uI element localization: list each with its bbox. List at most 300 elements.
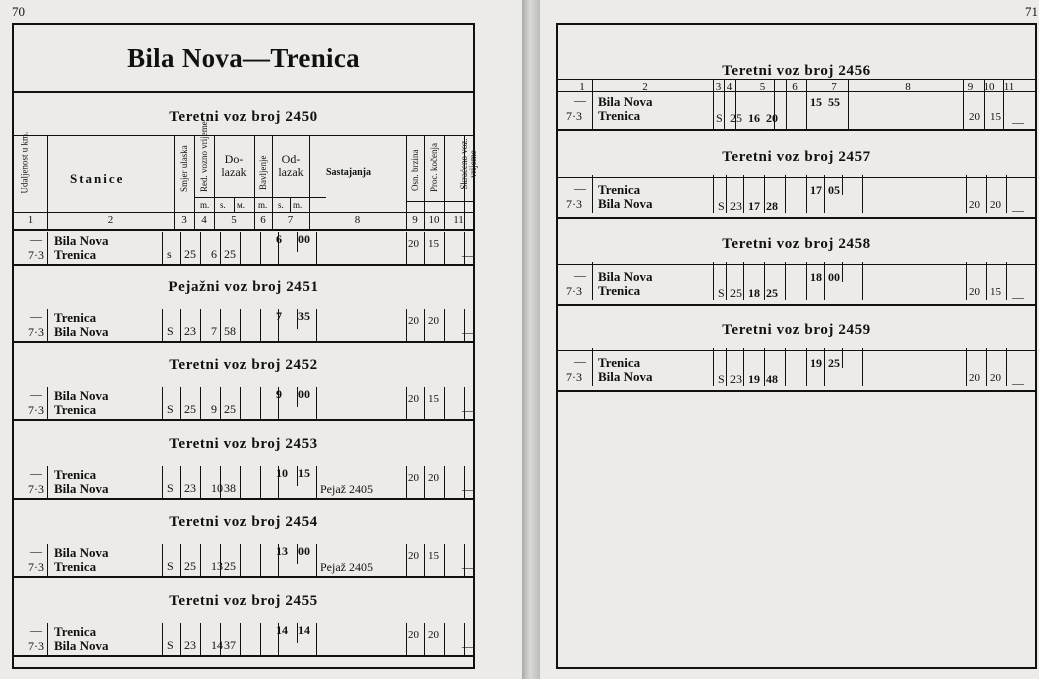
meetings-label: Sastajanja	[326, 167, 372, 178]
sub-label: m.	[293, 200, 303, 210]
column-line	[963, 79, 964, 129]
train-heading: Teretni voz broj 2450	[169, 109, 318, 125]
departure-minute: 00	[298, 544, 310, 558]
train-block	[14, 514, 474, 584]
column-line	[162, 309, 163, 341]
page-number: 70	[12, 4, 25, 19]
column-line	[200, 623, 201, 655]
speed: 20	[408, 315, 419, 327]
departure-hour: 9	[276, 387, 282, 401]
speed: 20	[408, 238, 419, 250]
column-line	[726, 262, 727, 300]
shortened: —	[462, 560, 474, 574]
column-line	[47, 544, 48, 576]
column-line	[316, 232, 317, 264]
direction: S	[167, 559, 174, 573]
km-value: 7·3	[28, 560, 44, 574]
departure-minute: 14	[298, 623, 310, 637]
to-station: Bila Nova	[598, 369, 653, 384]
page-number: 71	[1025, 4, 1038, 19]
km-dash: —	[30, 544, 42, 558]
column-line	[47, 232, 48, 264]
column-line	[785, 348, 786, 386]
column-line	[806, 348, 807, 386]
column-number: 6	[792, 81, 798, 93]
sub-label: м.	[237, 200, 245, 210]
schedule-time: 23	[730, 372, 742, 386]
speed: 20	[969, 286, 980, 298]
column-line	[162, 623, 163, 655]
column-line	[764, 175, 765, 213]
column-line	[726, 175, 727, 213]
train-bottom-rule	[14, 341, 473, 343]
column-line	[220, 309, 221, 341]
column-line	[724, 79, 725, 129]
train-bottom-rule	[14, 498, 473, 500]
departure-hour: 13	[276, 544, 288, 558]
km-value: 7·3	[28, 403, 44, 417]
train-bottom-rule	[558, 390, 1035, 392]
arrival-minute: 25	[224, 402, 236, 416]
column-line	[1006, 175, 1007, 213]
column-line	[406, 309, 407, 341]
arrival-hour: 14	[211, 638, 223, 652]
departure-minute: 00	[298, 387, 310, 401]
to-station: Trenica	[54, 247, 97, 262]
shortened: —	[462, 639, 474, 653]
column-line	[862, 175, 863, 213]
train-bottom-rule	[558, 129, 1035, 131]
speed: 20	[408, 629, 419, 641]
column-line	[47, 623, 48, 655]
column-line	[316, 544, 317, 576]
to-station: Trenica	[54, 559, 97, 574]
column-line	[1006, 262, 1007, 300]
column-line	[424, 232, 425, 264]
train-block	[558, 149, 1035, 225]
column-line	[424, 309, 425, 341]
direction-label: Smjer ulaska	[179, 145, 189, 192]
column-number: 9	[412, 214, 418, 226]
column-line	[786, 79, 787, 129]
column-line	[806, 262, 807, 300]
column-line	[424, 544, 425, 576]
row-top-rule	[558, 177, 1035, 178]
braking: 15	[990, 286, 1001, 298]
column-number: 8	[905, 81, 911, 93]
departure-minute: 25	[828, 356, 840, 370]
column-line	[743, 262, 744, 300]
column-line	[406, 232, 407, 264]
braking: 20	[428, 472, 439, 484]
row-top-rule	[558, 350, 1035, 351]
arrival-label: Do-lazak	[221, 152, 247, 179]
train-heading: Teretni voz broj 2455	[169, 593, 318, 609]
braking: 20	[990, 199, 1001, 211]
column-line	[444, 387, 445, 419]
column-line	[592, 348, 593, 386]
train-bottom-rule	[14, 264, 473, 266]
column-line	[220, 232, 221, 264]
column-number: 2	[107, 214, 114, 226]
column-line	[200, 232, 201, 264]
shortened: —	[462, 325, 474, 339]
arrival-minute: 28	[766, 199, 778, 213]
arrival-hour: 16	[748, 111, 760, 125]
arrival-minute: 37	[224, 638, 236, 652]
braking: 15	[428, 550, 439, 562]
km-dash: —	[30, 387, 42, 401]
stations-label: Stanice	[70, 171, 125, 186]
column-line	[806, 79, 807, 129]
column-line	[220, 387, 221, 419]
column-number: 2	[642, 81, 648, 93]
train-block	[14, 436, 474, 506]
column-line	[47, 466, 48, 498]
schedule-time: 25	[730, 286, 742, 300]
column-line	[713, 79, 714, 129]
header-bottom-rule	[14, 229, 473, 231]
column-number: 9	[967, 81, 974, 93]
column-number: 6	[260, 214, 266, 226]
schedule-time: 23	[184, 481, 196, 495]
braking: 20	[428, 629, 439, 641]
column-line	[592, 79, 593, 129]
schedule-label: Red. vozno vrijeme	[199, 121, 209, 192]
column-line	[240, 466, 241, 498]
column-line	[842, 348, 843, 368]
column-line	[200, 309, 201, 341]
departure-hour: 17	[810, 183, 822, 197]
row-line	[406, 201, 473, 202]
km-value: 7·3	[566, 370, 582, 384]
column-line	[406, 466, 407, 498]
train-block	[558, 63, 1035, 139]
column-line	[316, 623, 317, 655]
braking: 15	[428, 393, 439, 405]
train-bottom-rule	[14, 419, 473, 421]
column-line	[47, 387, 48, 419]
arrival-minute: 25	[766, 286, 778, 300]
direction: S	[167, 324, 174, 338]
column-number: 5	[759, 81, 766, 93]
km-dash: —	[574, 181, 586, 195]
column-line	[806, 175, 807, 213]
shortened: —	[1012, 290, 1024, 304]
departure-minute: 35	[298, 309, 310, 323]
train-heading: Teretni voz broj 2456	[722, 63, 871, 79]
column-line	[824, 262, 825, 300]
shortened: —	[462, 403, 474, 417]
column-line	[862, 348, 863, 386]
direction: S	[718, 372, 725, 386]
column-line	[966, 175, 967, 213]
column-line	[713, 348, 714, 386]
km-value: 7·3	[566, 197, 582, 211]
row-top-rule	[558, 264, 1035, 265]
column-number: 4	[201, 214, 207, 226]
train-heading: Teretni voz broj 2459	[722, 322, 871, 338]
to-station: Bila Nova	[54, 481, 109, 496]
braking-label: Proc. kočenja	[429, 143, 439, 192]
column-line	[180, 544, 181, 576]
departure-label: Od-lazak	[278, 152, 304, 179]
braking: 20	[990, 372, 1001, 384]
arrival-hour: 13	[211, 559, 223, 573]
timetable-frame	[556, 23, 1037, 669]
column-line	[444, 544, 445, 576]
train-heading: Teretni voz broj 2453	[169, 436, 318, 452]
column-line	[743, 175, 744, 213]
column-line	[240, 544, 241, 576]
column-line	[200, 544, 201, 576]
column-line	[260, 387, 261, 419]
from-station: Bila Nova	[598, 269, 653, 284]
column-line	[862, 262, 863, 300]
arrival-hour: 19	[748, 372, 760, 386]
to-station: Bila Nova	[598, 196, 653, 211]
from-station: Bila Nova	[54, 388, 109, 403]
to-station: Bila Nova	[54, 324, 109, 339]
km-dash: —	[30, 466, 42, 480]
column-line	[260, 623, 261, 655]
speed: 20	[408, 550, 419, 562]
speed: 20	[969, 111, 980, 123]
km-dash: —	[574, 268, 586, 282]
train-heading: Pejažni voz broj 2451	[168, 279, 319, 295]
departure-minute: 15	[298, 466, 310, 480]
arrival-hour: 7	[211, 324, 217, 338]
from-station: Bila Nova	[54, 233, 109, 248]
train-heading: Teretni voz broj 2457	[722, 149, 871, 165]
arrival-hour: 9	[211, 402, 217, 416]
from-station: Bila Nova	[54, 545, 109, 560]
column-number: 1	[27, 214, 34, 226]
km-dash: —	[574, 93, 586, 107]
column-line	[200, 387, 201, 419]
column-number: 7	[831, 81, 837, 93]
sub-label: m.	[258, 200, 268, 210]
from-station: Trenica	[598, 182, 641, 197]
column-line	[406, 544, 407, 576]
column-line	[180, 387, 181, 419]
column-line	[234, 197, 235, 212]
departure-minute: 55	[828, 95, 840, 109]
column-line	[986, 175, 987, 213]
train-bottom-rule	[14, 655, 473, 657]
column-line	[240, 387, 241, 419]
km-dash: —	[30, 232, 42, 246]
train-block	[14, 357, 474, 427]
column-line	[260, 544, 261, 576]
column-line	[986, 262, 987, 300]
train-block	[14, 593, 474, 663]
km-dash: —	[30, 309, 42, 323]
column-line	[180, 309, 181, 341]
right-page	[540, 0, 1039, 679]
arrival-minute: 38	[224, 481, 236, 495]
column-line	[444, 623, 445, 655]
departure-hour: 6	[276, 232, 282, 246]
column-line	[785, 175, 786, 213]
schedule-time: 25	[184, 559, 196, 573]
from-station: Trenica	[54, 310, 97, 325]
km-value: 7·3	[28, 248, 44, 262]
shortened: —	[1012, 115, 1024, 129]
column-line	[592, 262, 593, 300]
from-station: Bila Nova	[598, 94, 653, 109]
train-block	[14, 232, 473, 272]
column-line	[316, 466, 317, 498]
column-line	[200, 466, 201, 498]
column-line	[966, 348, 967, 386]
column-line	[986, 348, 987, 386]
arrival-minute: 20	[766, 111, 778, 125]
arrival-hour: 10	[211, 481, 223, 495]
meeting: Pejaž 2405	[320, 482, 373, 496]
title-rule	[14, 91, 473, 93]
column-number: 10	[983, 81, 995, 93]
train-bottom-rule	[558, 304, 1035, 306]
km-value: 7·3	[28, 639, 44, 653]
column-number: 7	[287, 214, 294, 226]
column-number: 5	[231, 214, 237, 226]
column-line	[162, 387, 163, 419]
column-line	[592, 175, 593, 213]
departure-hour: 18	[810, 270, 822, 284]
train-bottom-rule	[14, 576, 473, 578]
train-heading: Teretni voz broj 2458	[722, 236, 871, 252]
speed-label: Osn. brzina	[410, 149, 420, 191]
column-line	[1003, 79, 1004, 129]
shortened-label: Skraćeno voz. vrijeme	[459, 138, 478, 190]
row-line	[194, 197, 326, 198]
from-station: Trenica	[598, 355, 641, 370]
column-line	[316, 309, 317, 341]
braking: 20	[428, 315, 439, 327]
train-block	[558, 236, 1035, 312]
column-line	[240, 623, 241, 655]
column-line	[162, 232, 163, 264]
to-station: Trenica	[598, 283, 641, 298]
page-title: Bila Nova—Trenica	[127, 43, 360, 73]
km-dash: —	[574, 354, 586, 368]
braking: 15	[428, 238, 439, 250]
column-line	[162, 466, 163, 498]
column-line	[260, 232, 261, 264]
from-station: Trenica	[54, 624, 97, 639]
distance-label: Udaljenost u km.	[19, 131, 30, 194]
column-line	[764, 262, 765, 300]
column-line	[824, 175, 825, 213]
column-line	[240, 232, 241, 264]
column-number: 3	[181, 214, 187, 226]
column-line	[713, 175, 714, 213]
braking: 15	[990, 111, 1001, 123]
direction: s	[167, 247, 172, 261]
train-block	[14, 279, 474, 349]
to-station: Trenica	[54, 402, 97, 417]
speed: 20	[408, 472, 419, 484]
book-gutter	[522, 0, 540, 679]
timetable-frame	[12, 23, 478, 669]
sub-label: s.	[220, 200, 226, 210]
direction: S	[716, 111, 723, 125]
to-station: Trenica	[598, 108, 641, 123]
to-station: Bila Nova	[54, 638, 109, 653]
subheader-rule	[14, 212, 473, 213]
from-station: Trenica	[54, 467, 97, 482]
shortened: —	[462, 248, 474, 262]
direction: S	[718, 286, 725, 300]
column-line	[785, 262, 786, 300]
direction: S	[167, 481, 174, 495]
column-line	[842, 175, 843, 195]
row-top-rule	[558, 91, 1035, 92]
shortened: —	[462, 482, 474, 496]
direction: S	[167, 638, 174, 652]
departure-minute: 00	[298, 232, 310, 246]
speed: 20	[969, 372, 980, 384]
column-line	[260, 309, 261, 341]
km-value: 7·3	[566, 284, 582, 298]
column-number: 4	[726, 81, 733, 93]
schedule-time: 25	[184, 402, 196, 416]
schedule-time: 25	[184, 247, 196, 261]
km-value: 7·3	[28, 482, 44, 496]
km-dash: —	[30, 623, 42, 637]
departure-minute: 00	[828, 270, 840, 284]
column-number: 3	[715, 81, 722, 93]
column-line	[180, 232, 181, 264]
column-line	[162, 544, 163, 576]
column-number: 1	[579, 81, 585, 93]
column-line	[290, 197, 291, 212]
column-line	[444, 232, 445, 264]
train-heading: Teretni voz broj 2454	[169, 514, 318, 530]
schedule-time: 23	[730, 199, 742, 213]
direction: S	[167, 402, 174, 416]
arrival-hour: 17	[748, 199, 760, 213]
shortened: —	[1012, 203, 1024, 217]
column-line	[406, 387, 407, 419]
meeting: Pejaž 2405	[320, 560, 373, 574]
column-line	[406, 623, 407, 655]
column-line	[424, 623, 425, 655]
column-line	[842, 262, 843, 282]
arrival-minute: 25	[224, 559, 236, 573]
column-number: 11	[1003, 81, 1015, 93]
column-line	[180, 623, 181, 655]
arrival-hour: 18	[748, 286, 760, 300]
column-line	[984, 79, 985, 129]
schedule-time: 23	[184, 638, 196, 652]
departure-minute: 05	[828, 183, 840, 197]
schedule-time: 25	[730, 111, 742, 125]
arrival-hour: 6	[211, 247, 217, 261]
column-line	[824, 348, 825, 386]
column-line	[260, 466, 261, 498]
arrival-minute: 48	[766, 372, 778, 386]
column-number: 11	[453, 214, 464, 226]
column-line	[848, 79, 849, 129]
schedule-time: 23	[184, 324, 196, 338]
column-number: 10	[428, 214, 440, 226]
departure-hour: 7	[276, 309, 282, 323]
standing-label: Bavljenje	[258, 155, 268, 190]
column-line	[444, 309, 445, 341]
train-block	[558, 322, 1035, 398]
